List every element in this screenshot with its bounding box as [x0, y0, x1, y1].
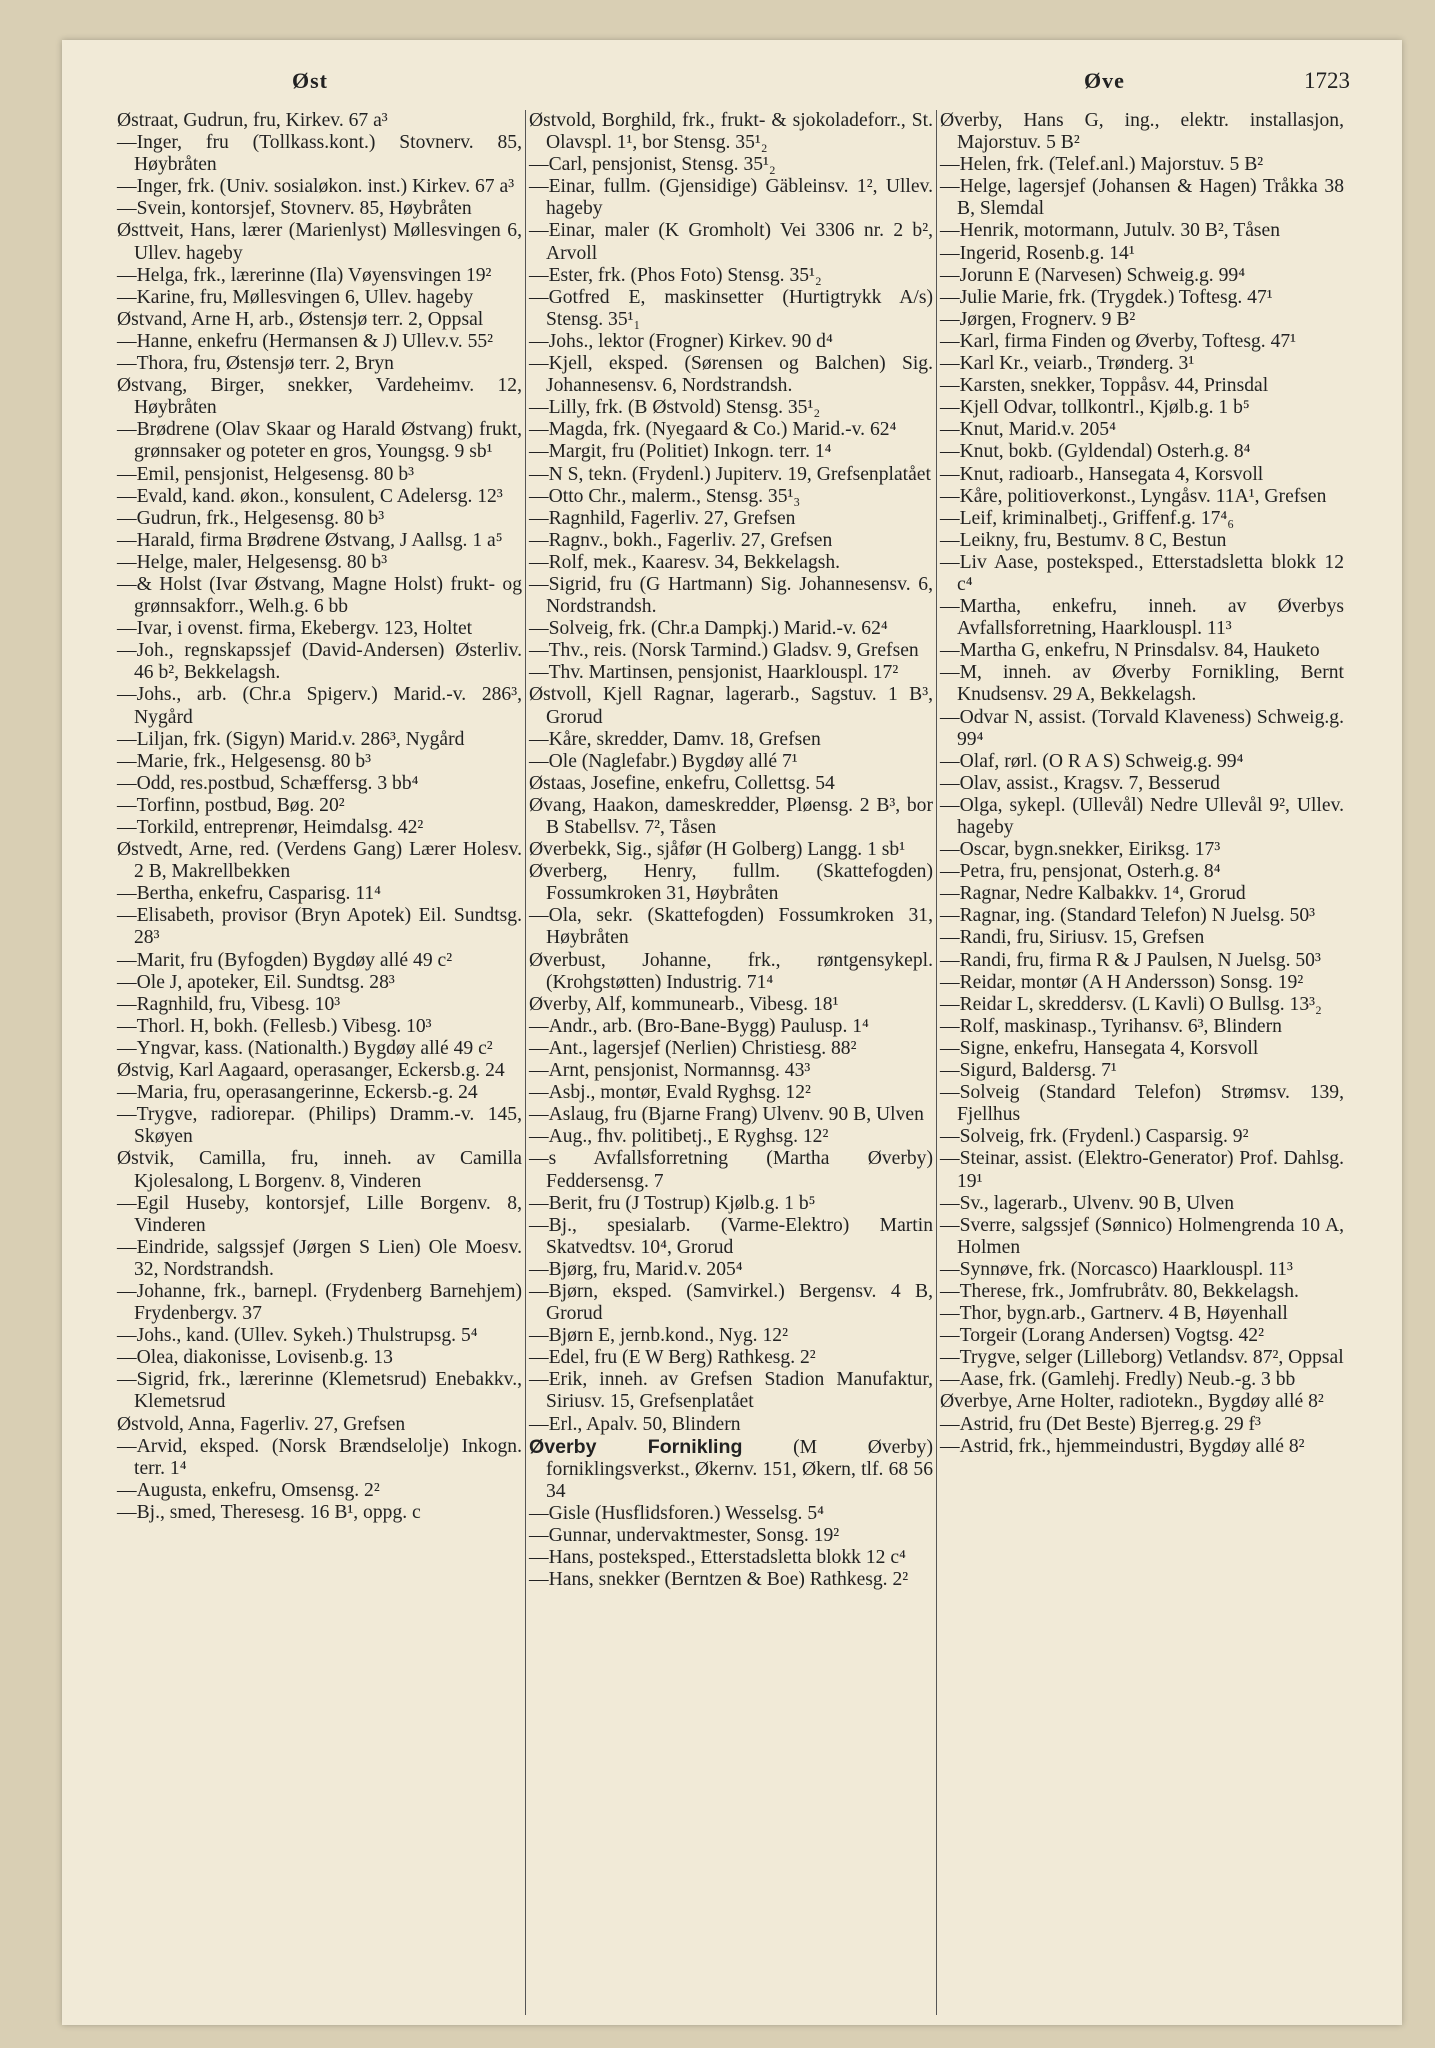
- directory-entry: —Kjell, eksped. (Sørensen og Balchen) Sig. Johannesensv. 6, Nordstrandsh.: [529, 353, 933, 397]
- directory-entry: —Torgeir (Lorang Andersen) Vogtsg. 42²: [940, 1325, 1264, 1347]
- directory-entry: —Edel, fru (E W Berg) Rathkesg. 2²: [529, 1347, 816, 1369]
- directory-entry: —Ivar, i ovenst. firma, Ekebergv. 123, Holtet: [117, 618, 473, 640]
- directory-entry: —Leikny, fru, Bestumv. 8 C, Bestun: [940, 529, 1227, 551]
- directory-entry: —M, inneh. av Øverby Fornikling, Bernt Knudsensv. 29 A, Bekkelagsh.: [940, 662, 1344, 706]
- directory-entry: —Andr., arb. (Bro-Bane-Bygg) Paulusp. 1⁴: [529, 1015, 869, 1037]
- header-left-guide-word: Øst: [292, 68, 328, 93]
- directory-entry: —Thor, bygn.arb., Gartnerv. 4 B, Høyenhall: [940, 1303, 1288, 1325]
- directory-entry: —Egil Huseby, kontorsjef, Lille Borgenv. 8, Vinderen: [117, 1192, 522, 1236]
- directory-entry: —Bjørg, fru, Marid.v. 205⁴: [529, 1258, 743, 1280]
- directory-entry: Øverbust, Johanne, frk., røntgensykepl. (Krohgstøtten) Industrig. 71⁴: [529, 949, 933, 993]
- column-3: [936, 110, 1347, 2015]
- firm-name: Øverby Fornikling: [529, 1435, 743, 1458]
- directory-entry: —Joh., regnskapssjef (David-Andersen) Østerliv. 46 b², Bekkelagsh.: [117, 640, 522, 684]
- directory-entry: —Hanne, enkefru (Hermansen & J) Ullev.v. 55²: [117, 330, 494, 352]
- directory-entry: —Helge, maler, Helgesensg. 80 b³: [117, 551, 388, 573]
- directory-entry: Østvig, Karl Aagaard, operasanger, Eckersb.g. 24: [117, 1060, 505, 1082]
- directory-entry: —Bertha, enkefru, Casparisg. 11⁴: [117, 883, 382, 905]
- directory-entry: —Augusta, enkefru, Omsensg. 2²: [117, 1479, 380, 1501]
- directory-entry: Østvand, Arne H, arb., Østensjø terr. 2, Oppsal: [117, 308, 484, 330]
- directory-entry: —Johanne, frk., barnepl. (Frydenberg Barnehjem) Frydenbergv. 37: [117, 1280, 522, 1325]
- directory-entry: —Thora, fru, Østensjø terr. 2, Bryn: [117, 353, 394, 375]
- directory-entry: —Arvid, eksped. (Norsk Brændselolje) Inkogn. terr. 1⁴: [117, 1435, 522, 1479]
- directory-entry: —Liljan, frk. (Sigyn) Marid.v. 286³, Nygård: [117, 728, 465, 750]
- directory-entry: —Eindride, salgssjef (Jørgen S Lien) Ole Moesv. 32, Nordstrandsh.: [117, 1236, 522, 1280]
- directory-entry: —Magda, frk. (Nyegaard & Co.) Marid.-v. 62⁴: [529, 419, 897, 441]
- directory-entry: —Odd, res.postbud, Schæffersg. 3 bb⁴: [117, 772, 419, 794]
- directory-entry: —Bj., spesialarb. (Varme-Elektro) Martin Skatvedtsv. 10⁴, Grorud: [529, 1214, 933, 1258]
- directory-entry: —Torfinn, postbud, Bøg. 20²: [117, 794, 345, 816]
- directory-entry: —Johs., arb. (Chr.a Spigerv.) Marid.-v. 286³, Nygård: [117, 684, 522, 728]
- directory-entry: —Signe, enkefru, Hansegata 4, Korsvoll: [940, 1037, 1259, 1059]
- directory-entry: —Helen, frk. (Telef.anl.) Majorstuv. 5 B²: [940, 154, 1264, 176]
- directory-entry: Øverby, Hans G, ing., elektr. installasjon, Majorstuv. 5 B²: [940, 110, 1344, 154]
- directory-entry: —Sigurd, Baldersg. 7¹: [940, 1060, 1117, 1082]
- directory-entry: —Lilly, frk. (B Østvold) Stensg. 35¹₂: [529, 397, 821, 419]
- directory-entry: —s Avfallsforretning (Martha Øverby) Feddersensg. 7: [529, 1148, 933, 1192]
- column-1: [114, 110, 525, 2015]
- directory-entry: —Solveig, frk. (Frydenl.) Casparsig. 9²: [940, 1126, 1249, 1148]
- directory-entry: —Thorl. H, bokh. (Fellesb.) Vibesg. 10³: [117, 1015, 432, 1037]
- directory-entry: —Einar, maler (K Gromholt) Vei 3306 nr. 2 b², Arvoll: [529, 220, 933, 264]
- directory-entry: —Asbj., montør, Evald Ryghsg. 12²: [529, 1082, 811, 1104]
- directory-entry: —Trygve, selger (Lilleborg) Vetlandsv. 87², Oppsal: [940, 1347, 1344, 1369]
- directory-columns: [114, 110, 1352, 2015]
- directory-entry: —Trygve, radiorepar. (Philips) Dramm.-v. 145, Skøyen: [117, 1104, 522, 1148]
- header-right-guide-word: Øve: [1084, 68, 1125, 93]
- directory-entry: —Otto Chr., malerm., Stensg. 35¹₃: [529, 485, 801, 507]
- directory-entry: —Ester, frk. (Phos Foto) Stensg. 35¹₂: [529, 264, 822, 286]
- directory-page: [62, 40, 1402, 2025]
- directory-entry: —Gotfred E, maskinsetter (Hurtigtrykk A/s) Stensg. 35¹₁: [529, 286, 933, 330]
- directory-entry: —Olav, assist., Kragsv. 7, Besserud: [940, 772, 1220, 794]
- directory-entry: —Randi, fru, firma R & J Paulsen, N Juelsg. 50³: [940, 949, 1321, 971]
- directory-entry: —Karl, firma Finden og Øverby, Toftesg. 47¹: [940, 330, 1297, 352]
- directory-entry: Østaas, Josefine, enkefru, Collettsg. 54: [529, 772, 835, 794]
- directory-entry: Øverberg, Henry, fullm. (Skattefogden) Fossumkroken 31, Høybråten: [529, 861, 933, 905]
- directory-entry: Øverbekk, Sig., sjåfør (H Golberg) Langg. 1 sb¹: [529, 839, 906, 861]
- directory-entry: —Berit, fru (J Tostrup) Kjølb.g. 1 b⁵: [529, 1192, 816, 1214]
- directory-entry: —Marie, frk., Helgesensg. 80 b³: [117, 750, 372, 772]
- directory-entry: —Harald, firma Brødrene Østvang, J Aallsg. 1 a⁵: [117, 529, 503, 551]
- directory-entry: —Torkild, entreprenør, Heimdalsg. 42²: [117, 817, 424, 838]
- directory-entry: —Ragnar, Nedre Kalbakkv. 1⁴, Grorud: [940, 883, 1246, 905]
- directory-entry: —Svein, kontorsjef, Stovnerv. 85, Høybråten: [117, 198, 472, 220]
- column-2: [525, 110, 936, 2015]
- directory-entry: —Jorunn E (Narvesen) Schweig.g. 99⁴: [940, 264, 1246, 286]
- directory-entry: —Erik, inneh. av Grefsen Stadion Manufaktur, Siriusv. 15, Grefsenplatået: [529, 1369, 933, 1413]
- directory-entry: —Sverre, salgssjef (Sønnico) Holmengrenda 10 A, Holmen: [940, 1214, 1344, 1258]
- directory-entry: —Gunnar, undervaktmester, Sonsg. 19²: [529, 1525, 840, 1546]
- directory-entry: —Gudrun, frk., Helgesensg. 80 b³: [117, 507, 385, 529]
- directory-entry: —Henrik, motormann, Jutulv. 30 B², Tåsen: [940, 220, 1281, 242]
- directory-entry: —Oscar, bygn.snekker, Eiriksg. 17³: [940, 839, 1221, 861]
- directory-entry: —Bj., smed, Theresesg. 16 B¹, oppg. c: [117, 1501, 421, 1523]
- directory-entry: —Aslaug, fru (Bjarne Frang) Ulvenv. 90 B, Ulven: [529, 1104, 924, 1126]
- directory-entry: —Ingerid, Rosenb.g. 14¹: [940, 242, 1135, 264]
- directory-entry: Østvoll, Kjell Ragnar, lagerarb., Sagstuv. 1 B³, Grorud: [529, 684, 933, 728]
- directory-entry: —& Holst (Ivar Østvang, Magne Holst) frukt- og grønnsakforr., Welh.g. 6 bb: [117, 573, 522, 618]
- directory-entry: —Helga, frk., lærerinne (Ila) Vøyensvingen 19²: [117, 264, 492, 286]
- directory-entry: —Ragnhild, fru, Vibesg. 10³: [117, 993, 341, 1015]
- directory-entry: —Sigrid, frk., lærerinne (Klemetsrud) Enebakkv., Klemetsrud: [117, 1369, 522, 1413]
- directory-entry: Østvedt, Arne, red. (Verdens Gang) Lærer Holesv. 2 B, Makrellbekken: [117, 839, 522, 883]
- directory-entry: —Elisabeth, provisor (Bryn Apotek) Eil. Sundtsg. 28³: [117, 905, 522, 949]
- directory-entry: —Kåre, skredder, Damv. 18, Grefsen: [529, 728, 821, 750]
- directory-entry: —N S, tekn. (Frydenl.) Jupiterv. 19, Grefsenplatået: [529, 463, 931, 485]
- directory-entry: —Steinar, assist. (Elektro-Generator) Prof. Dahlsg. 19¹: [940, 1148, 1344, 1192]
- directory-entry: —Solveig (Standard Telefon) Strømsv. 139, Fjellhus: [940, 1082, 1344, 1126]
- directory-entry: —Marit, fru (Byfogden) Bygdøy allé 49 c²: [117, 949, 453, 971]
- directory-entry: —Hans, snekker (Berntzen & Boe) Rathkesg. 2²: [529, 1569, 909, 1591]
- directory-entry: —Reidar, montør (A H Andersson) Sonsg. 19²: [940, 971, 1304, 993]
- directory-entry: —Solveig, frk. (Chr.a Dampkj.) Marid.-v. 62⁴: [529, 618, 888, 640]
- directory-entry: —Kåre, politioverkonst., Lyngåsv. 11A¹, Grefsen: [940, 485, 1327, 507]
- directory-entry: —Aase, frk. (Gamlehj. Fredly) Neub.-g. 3 bb: [940, 1369, 1296, 1391]
- directory-entry: —Ragnhild, Fagerliv. 27, Grefsen: [529, 507, 796, 529]
- directory-entry: —Synnøve, frk. (Norcasco) Haarklouspl. 11³: [940, 1258, 1293, 1280]
- directory-entry: Østvang, Birger, snekker, Vardeheimv. 12, Høybråten: [117, 375, 522, 419]
- directory-entry: —Inger, fru (Tollkass.kont.) Stovnerv. 85, Høybråten: [117, 132, 522, 176]
- directory-entry: —Petra, fru, pensjonat, Osterh.g. 8⁴: [940, 861, 1221, 883]
- directory-entry: Østvold, Borghild, frk., frukt- & sjokoladeforr., St. Olavspl. 1¹, bor Stensg. 35¹₂: [529, 110, 933, 154]
- directory-entry: —Thv. Martinsen, pensjonist, Haarklouspl. 17²: [529, 662, 899, 684]
- directory-entry: —Yngvar, kass. (Nationalth.) Bygdøy allé 49 c²: [117, 1037, 493, 1059]
- directory-entry: —Gisle (Husflidsforen.) Wesselsg. 5⁴: [529, 1502, 824, 1524]
- directory-entry: —Ragnv., bokh., Fagerliv. 27, Grefsen: [529, 529, 833, 551]
- directory-entry: —Ragnar, ing. (Standard Telefon) N Juelsg. 50³: [940, 905, 1316, 927]
- directory-entry: —Erl., Apalv. 50, Blindern: [529, 1413, 741, 1435]
- directory-entry: —Olea, diakonisse, Lovisenb.g. 13: [117, 1347, 393, 1369]
- directory-entry: Øvang, Haakon, dameskredder, Pløensg. 2 B³, bor B Stabellsv. 7², Tåsen: [529, 794, 933, 838]
- directory-entry: —Kjell Odvar, tollkontrl., Kjølb.g. 1 b⁵: [940, 397, 1250, 419]
- directory-entry: —Therese, frk., Jomfrubråtv. 80, Bekkelagsh.: [940, 1280, 1299, 1302]
- directory-entry: Østvik, Camilla, fru, inneh. av Camilla Kjolesalong, L Borgenv. 8, Vinderen: [117, 1148, 522, 1192]
- directory-entry: —Ole (Naglefabr.) Bygdøy allé 7¹: [529, 750, 798, 772]
- directory-entry: —Rolf, maskinasp., Tyrihansv. 6³, Blindern: [940, 1015, 1282, 1037]
- directory-entry: —Martha G, enkefru, N Prinsdalsv. 84, Hauketo: [940, 640, 1320, 662]
- directory-entry: —Karine, fru, Møllesvingen 6, Ullev. hageby: [117, 286, 474, 308]
- directory-entry: —Knut, bokb. (Gyldendal) Osterh.g. 8⁴: [940, 441, 1251, 463]
- directory-entry: —Arnt, pensjonist, Normannsg. 43³: [529, 1060, 811, 1082]
- directory-entry: —Jørgen, Frognerv. 9 B²: [940, 308, 1136, 330]
- page-header: [62, 68, 1402, 108]
- directory-entry: —Inger, frk. (Univ. sosialøkon. inst.) Kirkev. 67 a³: [117, 176, 515, 198]
- directory-entry: —Martha, enkefru, inneh. av Øverbys Avfallsforretning, Haarklouspl. 11³: [940, 596, 1344, 640]
- directory-entry: —Carl, pensjonist, Stensg. 35¹₂: [529, 154, 776, 176]
- directory-entry: —Knut, radioarb., Hansegata 4, Korsvoll: [940, 463, 1264, 485]
- directory-entry: —Sv., lagerarb., Ulvenv. 90 B, Ulven: [940, 1192, 1235, 1214]
- directory-entry: —Liv Aase, posteksped., Etterstadsletta blokk 12 c⁴: [940, 551, 1344, 595]
- directory-entry: —Ola, sekr. (Skattefogden) Fossumkroken 31, Høybråten: [529, 905, 933, 949]
- directory-entry: Østvold, Anna, Fagerliv. 27, Grefsen: [117, 1413, 406, 1435]
- directory-entry: —Bjørn E, jernb.kond., Nyg. 12²: [529, 1325, 788, 1347]
- directory-entry: —Aug., fhv. politibetj., E Ryghsg. 12²: [529, 1126, 829, 1148]
- page-number: 1723: [1304, 68, 1350, 93]
- directory-entry: —Einar, fullm. (Gjensidige) Gäbleinsv. 1², Ullev. hageby: [529, 176, 933, 220]
- directory-entry: —Odvar N, assist. (Torvald Klaveness) Schweig.g. 99⁴: [940, 706, 1344, 750]
- directory-entry: —Karl Kr., veiarb., Trønderg. 3¹: [940, 353, 1195, 375]
- directory-entry: —Margit, fru (Politiet) Inkogn. terr. 1⁴: [529, 441, 832, 463]
- directory-entry: —Thv., reis. (Norsk Tarmind.) Gladsv. 9, Grefsen: [529, 640, 919, 662]
- directory-entry: Øverbye, Arne Holter, radiotekn., Bygdøy allé 8²: [940, 1391, 1324, 1413]
- directory-entry: —Ole J, apoteker, Eil. Sundtsg. 28³: [117, 971, 395, 993]
- directory-entry: —Brødrene (Olav Skaar og Harald Østvang) frukt, grønnsaker og poteter en gros, Youngsg. 9 sb¹: [117, 419, 522, 463]
- directory-entry: Østtveit, Hans, lærer (Marienlyst) Møllesvingen 6, Ullev. hageby: [117, 220, 522, 264]
- directory-entry: —Reidar L, skreddersv. (L Kavli) O Bullsg. 13³₂: [940, 993, 1322, 1015]
- directory-entry: —Astrid, fru (Det Beste) Bjerreg.g. 29 f³: [940, 1413, 1261, 1435]
- directory-entry: —Olga, sykepl. (Ullevål) Nedre Ullevål 9², Ullev. hageby: [940, 794, 1344, 838]
- directory-entry: —Astrid, frk., hjemmeindustri, Bygdøy allé 8²: [940, 1435, 1305, 1457]
- directory-entry: —Olaf, rørl. (O R A S) Schweig.g. 99⁴: [940, 750, 1244, 772]
- directory-entry: —Rolf, mek., Kaaresv. 34, Bekkelagsh.: [529, 551, 841, 573]
- directory-entry: Øverby, Alf, kommunearb., Vibesg. 18¹: [529, 993, 839, 1015]
- directory-entry: Østraat, Gudrun, fru, Kirkev. 67 a³: [117, 110, 388, 131]
- directory-entry: —Sigrid, fru (G Hartmann) Sig. Johannesensv. 6, Nordstrandsh.: [529, 573, 933, 618]
- directory-entry: —Evald, kand. økon., konsulent, C Adelersg. 12³: [117, 485, 503, 507]
- directory-entry: —Knut, Marid.v. 205⁴: [940, 419, 1116, 441]
- directory-entry: —Maria, fru, operasangerinne, Eckersb.-g. 24: [117, 1082, 478, 1104]
- directory-entry: Øverby Fornikling (M Øverby) forniklingsverkst., Økernv. 151, Økern, tlf. 68 56 34: [529, 1435, 933, 1502]
- directory-entry: —Emil, pensjonist, Helgesensg. 80 b³: [117, 463, 415, 485]
- directory-entry: —Leif, kriminalbetj., Griffenf.g. 17⁴₆: [940, 507, 1235, 529]
- directory-entry: —Randi, fru, Siriusv. 15, Grefsen: [940, 927, 1205, 949]
- directory-entry: —Hans, posteksped., Etterstadsletta blokk 12 c⁴: [529, 1547, 906, 1569]
- directory-entry: —Helge, lagersjef (Johansen & Hagen) Tråkka 38 B, Slemdal: [940, 176, 1344, 220]
- directory-entry: —Johs., lektor (Frogner) Kirkev. 90 d⁴: [529, 330, 833, 352]
- directory-entry: —Bjørn, eksped. (Samvirkel.) Bergensv. 4 B, Grorud: [529, 1280, 933, 1325]
- directory-entry: —Karsten, snekker, Toppåsv. 44, Prinsdal: [940, 375, 1269, 397]
- directory-entry: —Julie Marie, frk. (Trygdek.) Toftesg. 47¹: [940, 286, 1273, 308]
- directory-entry: —Ant., lagersjef (Nerlien) Christiesg. 88²: [529, 1037, 857, 1059]
- directory-entry: —Johs., kand. (Ullev. Sykeh.) Thulstrupsg. 5⁴: [117, 1325, 478, 1347]
